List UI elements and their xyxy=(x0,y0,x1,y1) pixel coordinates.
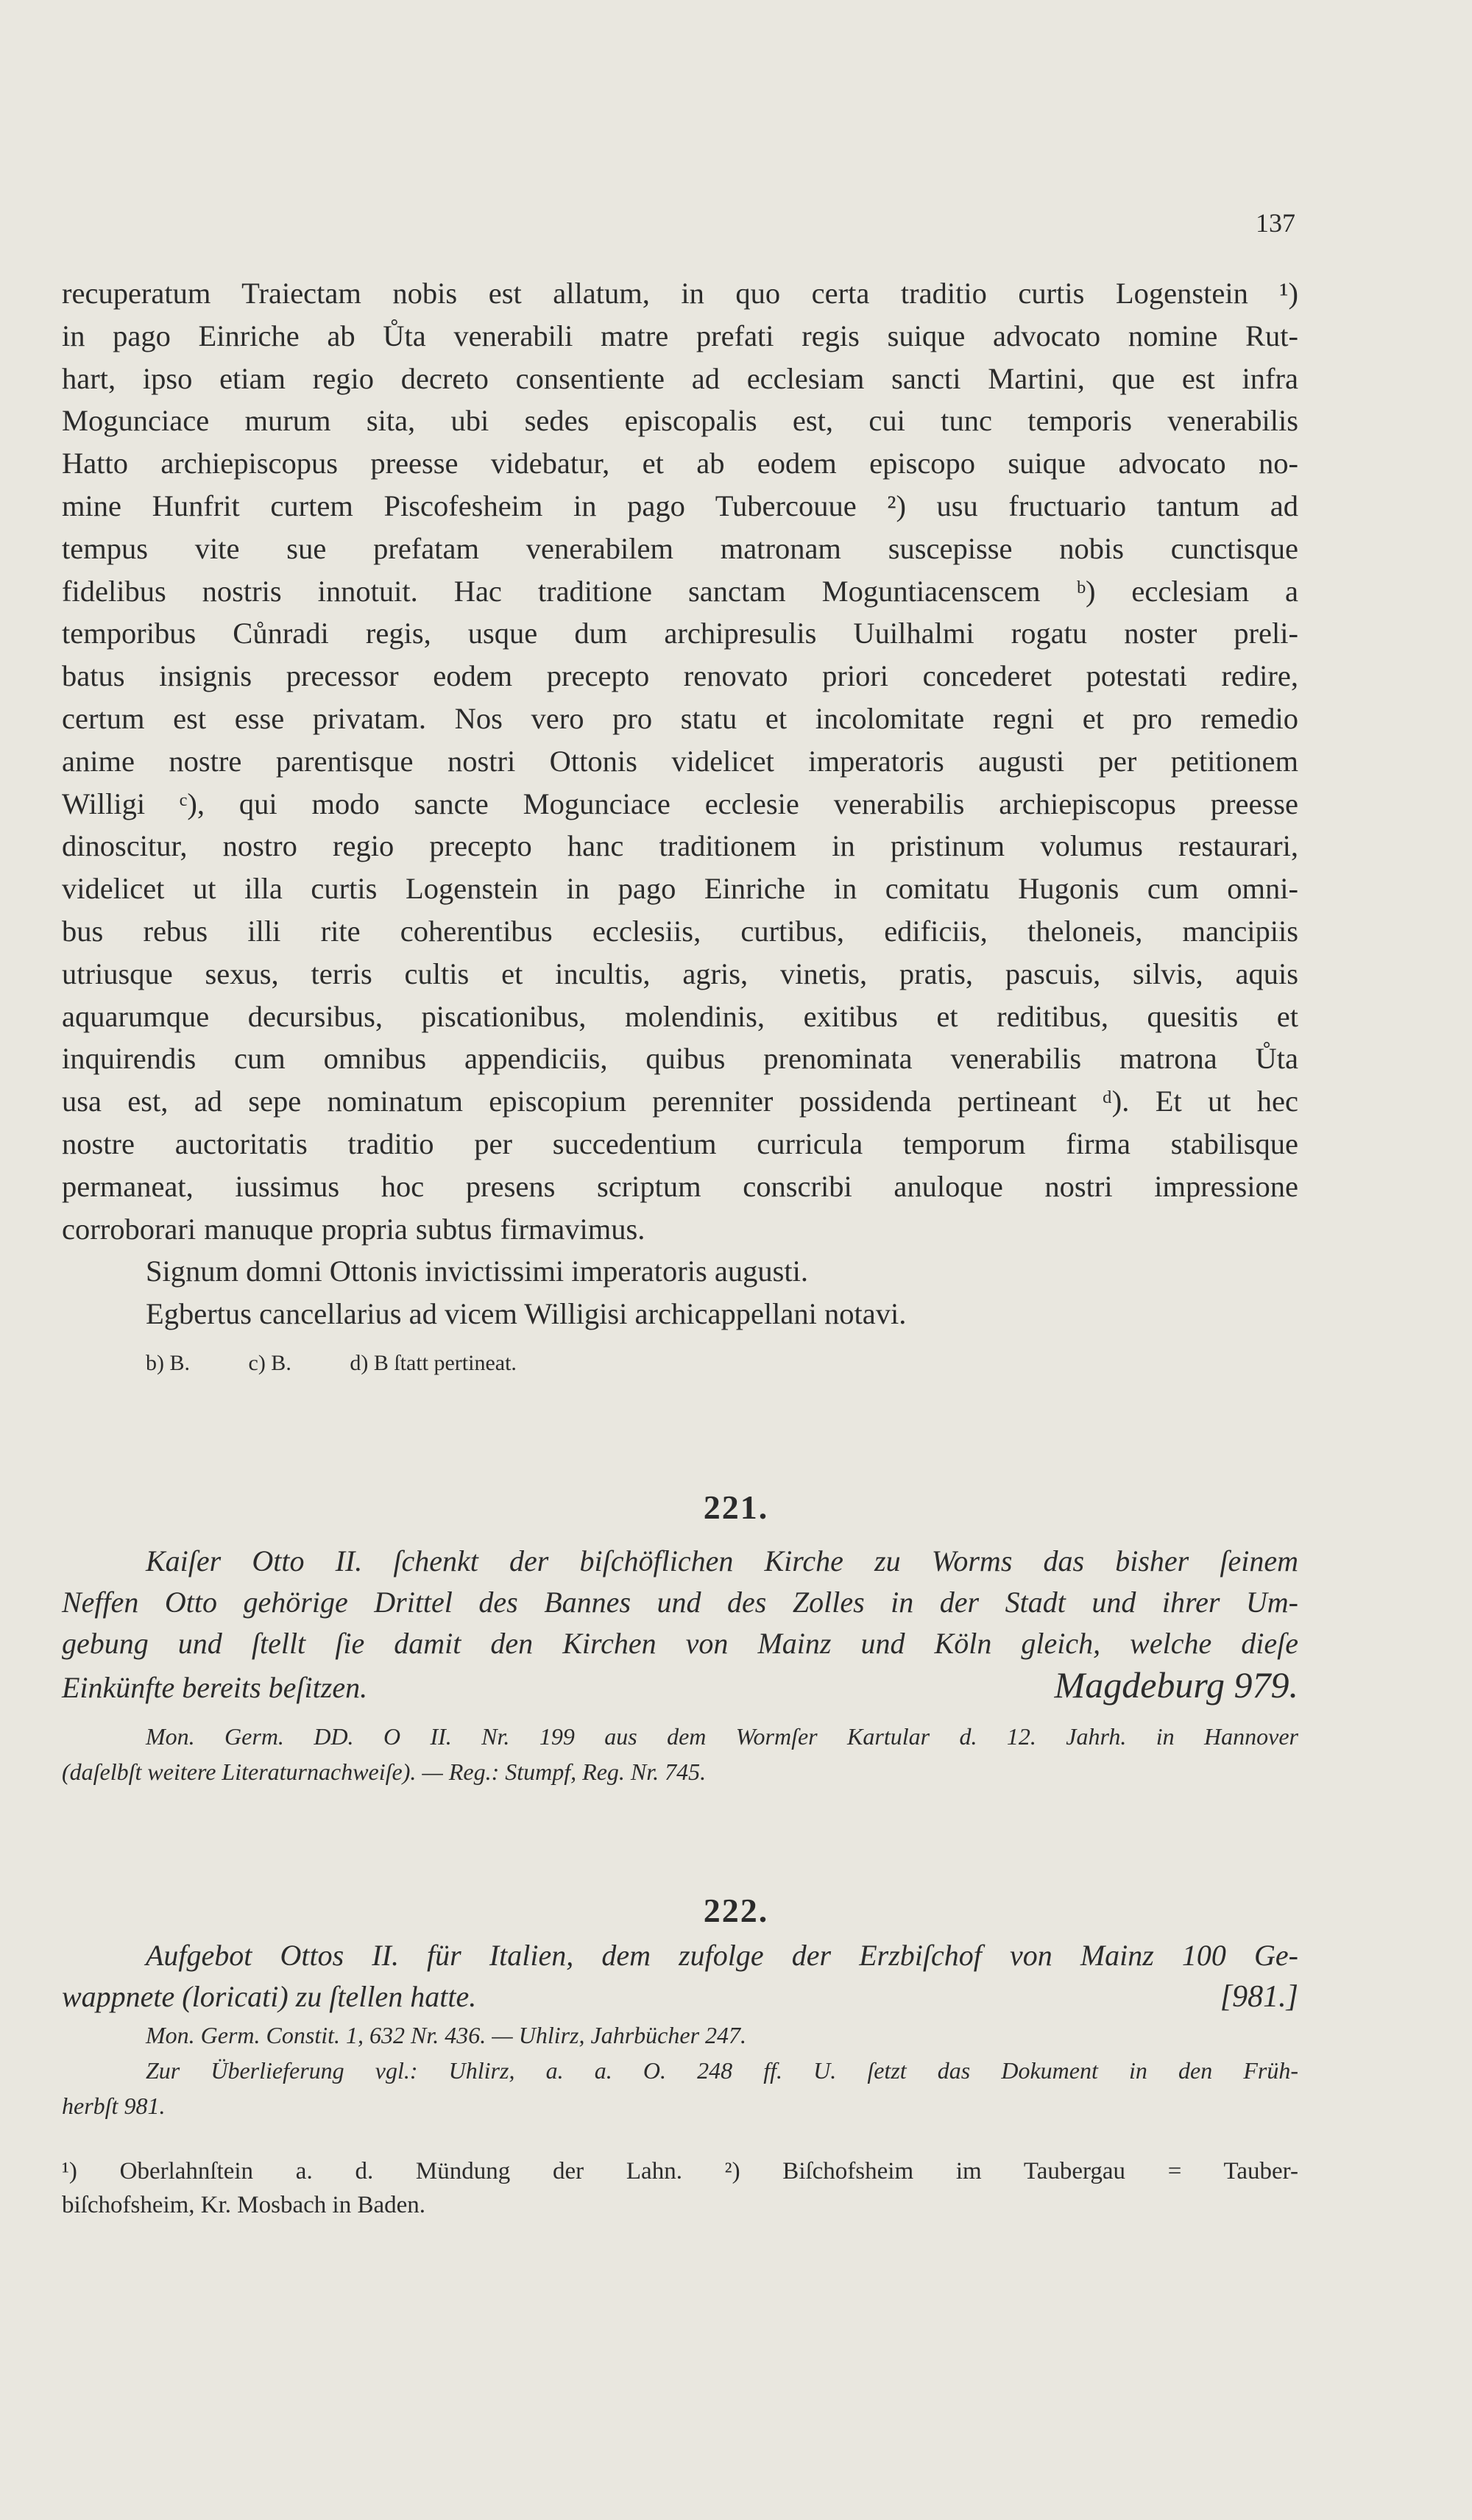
text-line: hart, ipso etiam regio decreto consentiente ad ecclesiam sancti Martini, que est infra xyxy=(62,361,1298,395)
regest-line: Kaiſer Otto II. ſchenkt der biſchöflichen Kirche zu Worms das bisher ſeinem xyxy=(146,1544,1298,1577)
regest-last-line xyxy=(62,1976,1298,2017)
footnote-line: ¹) Oberlahnſtein a. d. Mündung der Lahn. ²) Biſchofsheim im Taubergau = Tauber- xyxy=(62,2158,1298,2184)
text-line: aquarumque decursibus, piscationibus, molendinis, exitibus et reditibus, quesitis et xyxy=(62,999,1298,1033)
source-line: Mon. Germ. Constit. 1, 632 Nr. 436. — Uhlirz, Jahrbücher 247. xyxy=(146,2022,747,2048)
variant-note: c) B. xyxy=(248,1351,291,1376)
regest-line: gebung und ſtellt ſie damit den Kirchen von Mainz und Köln gleich, welche dieſe xyxy=(62,1627,1298,1660)
place-date: [981.] xyxy=(1220,1980,1298,2014)
text-line: permaneat, iussimus hoc presens scriptum conscribi anuloque nostri impressione xyxy=(62,1169,1298,1203)
text-line: batus insignis precessor eodem precepto renovato priori concederet potestati redire, xyxy=(62,659,1298,693)
text-line: inquirendis cum omnibus appendiciis, quibus prenominata venerabilis matrona Ůta xyxy=(62,1042,1298,1076)
source-line: herbſt 981. xyxy=(62,2093,166,2119)
source-line: Zur Überlieferung vgl.: Uhlirz, a. a. O. 248 ff. U. ſetzt das Dokument in den Früh- xyxy=(146,2057,1298,2084)
text-line: utriusque sexus, terris cultis et incultis, agris, vinetis, pratis, pascuis, silvis, aquis xyxy=(62,956,1298,990)
variant-note: b) B. xyxy=(146,1351,190,1376)
source-line: (daſelbſt weitere Literaturnachweiſe). — Reg.: Stumpf, Reg. Nr. 745. xyxy=(62,1758,707,1785)
regest-line: Aufgebot Ottos II. für Italien, dem zufolge der Erzbiſchof von Mainz 100 Ge- xyxy=(146,1939,1298,1972)
regest-last-line xyxy=(62,1664,1298,1708)
regest-222 xyxy=(62,1935,1298,2123)
text-line: dinoscitur, nostro regio precepto hanc traditionem in pristinum volumus restaurari, xyxy=(62,829,1298,863)
regest-line: Neffen Otto gehörige Drittel des Bannes und des Zolles in der Stadt und ihrer Um- xyxy=(62,1586,1298,1619)
text-line: certum est esse privatam. Nos vero pro statu et incolomitate regni et pro remedio xyxy=(62,701,1298,735)
text-line: Willigi ᶜ), qui modo sancte Mogunciace ecclesie venerabilis archiepiscopus preesse xyxy=(62,787,1298,820)
text-line: videlicet ut illa curtis Logenstein in pago Einriche in comitatu Hugonis cum omni- xyxy=(62,872,1298,906)
footnote-line: biſchofsheim, Kr. Mosbach in Baden. xyxy=(62,2192,426,2218)
text-line: recuperatum Traiectam nobis est allatum, in quo certa traditio curtis Logenstein ¹) xyxy=(62,277,1298,310)
text-line: nostre auctoritatis traditio per succedentium curricula temporum firma stabilisque xyxy=(62,1126,1298,1160)
document-number-222: 222. xyxy=(703,1892,769,1929)
variant-notes xyxy=(62,1349,1298,1378)
text-line: in pago Einriche ab Ůta venerabili matre prefati regis suique advocato nomine Rut- xyxy=(62,319,1298,352)
regest-line: wappnete (loricati) zu ſtellen hatte. xyxy=(62,1980,477,2013)
variant-note: d) B ſtatt pertineat. xyxy=(350,1351,517,1376)
text-line: usa est, ad sepe nominatum episcopium perenniter possidenda pertineant ᵈ). Et ut hec xyxy=(62,1085,1298,1118)
text-line: corroborari manuque propria subtus firmavimus. xyxy=(62,1212,645,1246)
text-line: mine Hunfrit curtem Piscofesheim in pago Tubercouue ²) usu fructuario tantum ad xyxy=(62,489,1298,522)
recognition-line: Egbertus cancellarius ad vicem Willigisi archicappellani notavi. xyxy=(146,1297,907,1331)
document-number-221: 221. xyxy=(703,1488,769,1526)
footnotes xyxy=(62,2154,1298,2222)
regest-line: Einkünfte bereits beſitzen. xyxy=(62,1671,368,1704)
text-line: tempus vite sue prefatam venerabilem matronam suscepisse nobis cunctisque xyxy=(62,531,1298,565)
signum-line: Signum domni Ottonis invictissimi imperatoris augusti. xyxy=(146,1254,808,1288)
text-line: temporibus Cůnradi regis, usque dum archipresulis Uuilhalmi rogatu noster preli- xyxy=(62,617,1298,650)
charter-text xyxy=(62,272,1298,1378)
text-line: Mogunciace murum sita, ubi sedes episcopalis est, cui tunc temporis venerabilis xyxy=(62,404,1298,438)
page-number: 137 xyxy=(1256,208,1295,238)
source-line: Mon. Germ. DD. O II. Nr. 199 aus dem Wormſer Kartular d. 12. Jahrh. in Hannover xyxy=(146,1723,1298,1750)
text-line: Hatto archiepiscopus preesse videbatur, et ab eodem episcopo suique advocato no- xyxy=(62,447,1298,480)
text-line: fidelibus nostris innotuit. Hac traditione sanctam Moguntiacenscem ᵇ) ecclesiam a xyxy=(62,574,1298,608)
text-line: bus rebus illi rite coherentibus ecclesiis, curtibus, edificiis, theloneis, mancipiis xyxy=(62,914,1298,948)
text-line: anime nostre parentisque nostri Ottonis videlicet imperatoris augusti per petitionem xyxy=(62,744,1298,778)
place-date: Magdeburg 979. xyxy=(1054,1664,1298,1706)
regest-221 xyxy=(62,1541,1298,1789)
